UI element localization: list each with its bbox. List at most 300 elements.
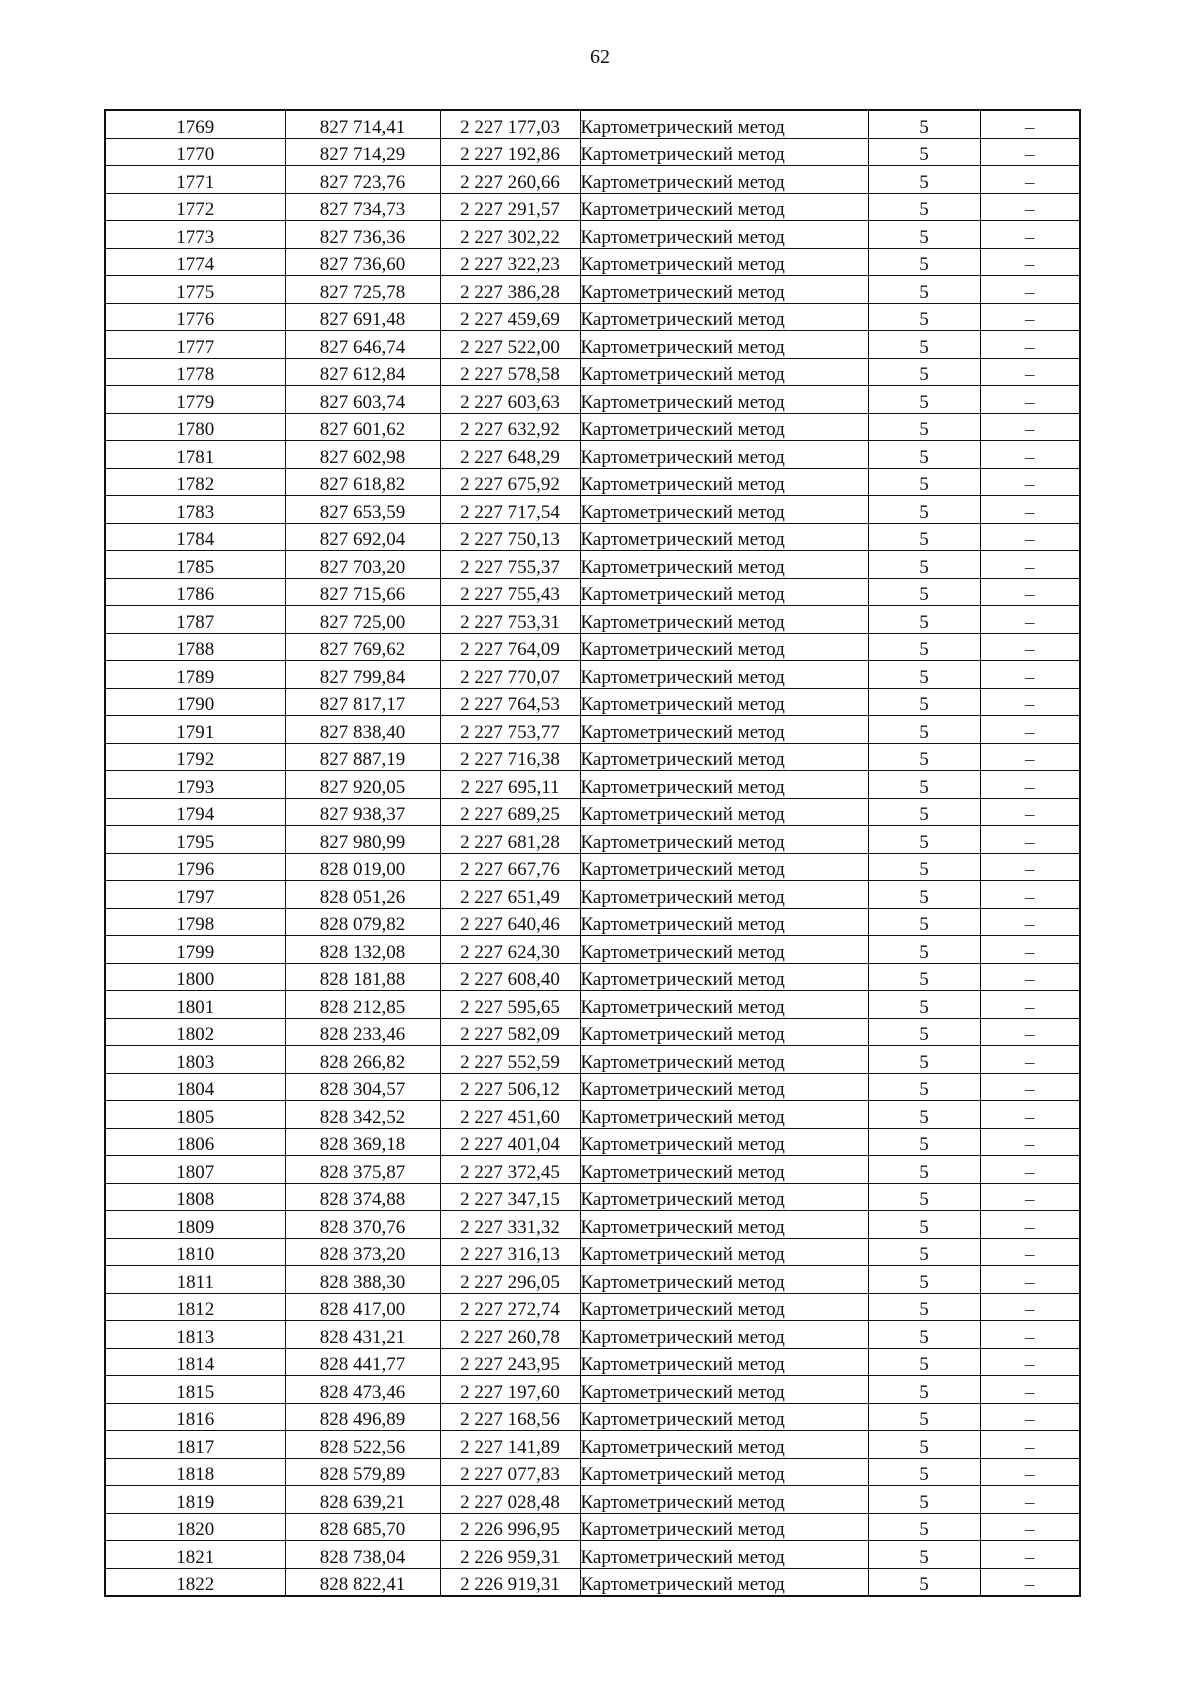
table-row: [105, 771, 1080, 799]
point-number-cell: 1792: [105, 743, 285, 771]
description-cell: –: [980, 386, 1080, 414]
accuracy-cell: 5: [868, 413, 980, 441]
accuracy-cell: 5: [868, 248, 980, 276]
point-number-cell: 1796: [105, 853, 285, 881]
point-number-cell: 1818: [105, 1458, 285, 1486]
x-coordinate-cell: 827 736,36: [285, 221, 440, 249]
table-row: [105, 138, 1080, 166]
description-cell: –: [980, 523, 1080, 551]
table-row: [105, 1266, 1080, 1294]
y-coordinate-cell: 2 227 296,05: [440, 1266, 580, 1294]
y-coordinate-cell: 2 227 753,31: [440, 606, 580, 634]
method-cell: Картометрический метод: [580, 826, 868, 854]
x-coordinate-cell: 828 342,52: [285, 1101, 440, 1129]
y-coordinate-cell: 2 227 717,54: [440, 496, 580, 524]
y-coordinate-cell: 2 227 755,43: [440, 578, 580, 606]
table-row: [105, 248, 1080, 276]
y-coordinate-cell: 2 227 451,60: [440, 1101, 580, 1129]
y-coordinate-cell: 2 227 459,69: [440, 303, 580, 331]
accuracy-cell: 5: [868, 496, 980, 524]
description-cell: –: [980, 1293, 1080, 1321]
accuracy-cell: 5: [868, 661, 980, 689]
description-cell: –: [980, 110, 1080, 138]
description-cell: –: [980, 1321, 1080, 1349]
x-coordinate-cell: 827 691,48: [285, 303, 440, 331]
table-row: [105, 853, 1080, 881]
method-cell: Картометрический метод: [580, 1018, 868, 1046]
x-coordinate-cell: 828 370,76: [285, 1211, 440, 1239]
x-coordinate-cell: 828 417,00: [285, 1293, 440, 1321]
x-coordinate-cell: 828 685,70: [285, 1513, 440, 1541]
description-cell: –: [980, 1046, 1080, 1074]
accuracy-cell: 5: [868, 193, 980, 221]
table-row: [105, 936, 1080, 964]
point-number-cell: 1788: [105, 633, 285, 661]
y-coordinate-cell: 2 227 401,04: [440, 1128, 580, 1156]
accuracy-cell: 5: [868, 221, 980, 249]
table-row: [105, 1376, 1080, 1404]
point-number-cell: 1800: [105, 963, 285, 991]
table-row: [105, 743, 1080, 771]
x-coordinate-cell: 828 233,46: [285, 1018, 440, 1046]
x-coordinate-cell: 827 838,40: [285, 716, 440, 744]
page-number: 62: [590, 46, 610, 68]
method-cell: Картометрический метод: [580, 798, 868, 826]
description-cell: –: [980, 1513, 1080, 1541]
accuracy-cell: 5: [868, 1513, 980, 1541]
accuracy-cell: 5: [868, 606, 980, 634]
x-coordinate-cell: 827 603,74: [285, 386, 440, 414]
method-cell: Картометрический метод: [580, 413, 868, 441]
y-coordinate-cell: 2 227 770,07: [440, 661, 580, 689]
point-number-cell: 1775: [105, 276, 285, 304]
description-cell: –: [980, 1486, 1080, 1514]
point-number-cell: 1813: [105, 1321, 285, 1349]
point-number-cell: 1805: [105, 1101, 285, 1129]
accuracy-cell: 5: [868, 468, 980, 496]
accuracy-cell: 5: [868, 331, 980, 359]
point-number-cell: 1778: [105, 358, 285, 386]
table-row: [105, 908, 1080, 936]
table-row: [105, 523, 1080, 551]
x-coordinate-cell: 827 725,78: [285, 276, 440, 304]
method-cell: Картометрический метод: [580, 358, 868, 386]
accuracy-cell: 5: [868, 1403, 980, 1431]
y-coordinate-cell: 2 227 651,49: [440, 881, 580, 909]
table-row: [105, 1211, 1080, 1239]
x-coordinate-cell: 827 769,62: [285, 633, 440, 661]
accuracy-cell: 5: [868, 1156, 980, 1184]
y-coordinate-cell: 2 227 372,45: [440, 1156, 580, 1184]
x-coordinate-cell: 827 692,04: [285, 523, 440, 551]
point-number-cell: 1782: [105, 468, 285, 496]
x-coordinate-cell: 827 799,84: [285, 661, 440, 689]
method-cell: Картометрический метод: [580, 1073, 868, 1101]
table-row: [105, 1018, 1080, 1046]
point-number-cell: 1772: [105, 193, 285, 221]
point-number-cell: 1781: [105, 441, 285, 469]
point-number-cell: 1817: [105, 1431, 285, 1459]
point-number-cell: 1783: [105, 496, 285, 524]
method-cell: Картометрический метод: [580, 1458, 868, 1486]
method-cell: Картометрический метод: [580, 523, 868, 551]
x-coordinate-cell: 828 431,21: [285, 1321, 440, 1349]
accuracy-cell: 5: [868, 936, 980, 964]
accuracy-cell: 5: [868, 1321, 980, 1349]
x-coordinate-cell: 827 646,74: [285, 331, 440, 359]
method-cell: Картометрический метод: [580, 496, 868, 524]
accuracy-cell: 5: [868, 743, 980, 771]
method-cell: Картометрический метод: [580, 1156, 868, 1184]
x-coordinate-cell: 828 579,89: [285, 1458, 440, 1486]
x-coordinate-cell: 828 522,56: [285, 1431, 440, 1459]
y-coordinate-cell: 2 227 750,13: [440, 523, 580, 551]
accuracy-cell: 5: [868, 688, 980, 716]
y-coordinate-cell: 2 227 322,23: [440, 248, 580, 276]
table-row: [105, 496, 1080, 524]
table-row: [105, 1128, 1080, 1156]
accuracy-cell: 5: [868, 1238, 980, 1266]
y-coordinate-cell: 2 227 331,32: [440, 1211, 580, 1239]
y-coordinate-cell: 2 227 386,28: [440, 276, 580, 304]
method-cell: Картометрический метод: [580, 1541, 868, 1569]
table-row: [105, 551, 1080, 579]
table-row: [105, 1568, 1080, 1596]
x-coordinate-cell: 828 051,26: [285, 881, 440, 909]
method-cell: Картометрический метод: [580, 1266, 868, 1294]
accuracy-cell: 5: [868, 1458, 980, 1486]
description-cell: –: [980, 963, 1080, 991]
point-number-cell: 1812: [105, 1293, 285, 1321]
point-number-cell: 1773: [105, 221, 285, 249]
x-coordinate-cell: 828 441,77: [285, 1348, 440, 1376]
description-cell: –: [980, 1183, 1080, 1211]
point-number-cell: 1774: [105, 248, 285, 276]
accuracy-cell: 5: [868, 1431, 980, 1459]
description-cell: –: [980, 716, 1080, 744]
accuracy-cell: 5: [868, 1486, 980, 1514]
x-coordinate-cell: 827 612,84: [285, 358, 440, 386]
description-cell: –: [980, 798, 1080, 826]
accuracy-cell: 5: [868, 771, 980, 799]
accuracy-cell: 5: [868, 798, 980, 826]
description-cell: –: [980, 1156, 1080, 1184]
point-number-cell: 1803: [105, 1046, 285, 1074]
method-cell: Картометрический метод: [580, 633, 868, 661]
table-row: [105, 221, 1080, 249]
table-row: [105, 991, 1080, 1019]
table-row: [105, 413, 1080, 441]
y-coordinate-cell: 2 227 347,15: [440, 1183, 580, 1211]
y-coordinate-cell: 2 227 291,57: [440, 193, 580, 221]
method-cell: Картометрический метод: [580, 743, 868, 771]
description-cell: –: [980, 248, 1080, 276]
description-cell: –: [980, 1568, 1080, 1596]
x-coordinate-cell: 828 375,87: [285, 1156, 440, 1184]
table-row: [105, 1458, 1080, 1486]
method-cell: Картометрический метод: [580, 1376, 868, 1404]
accuracy-cell: 5: [868, 1101, 980, 1129]
point-number-cell: 1770: [105, 138, 285, 166]
accuracy-cell: 5: [868, 578, 980, 606]
table-row: [105, 441, 1080, 469]
x-coordinate-cell: 828 304,57: [285, 1073, 440, 1101]
point-number-cell: 1780: [105, 413, 285, 441]
accuracy-cell: 5: [868, 881, 980, 909]
point-number-cell: 1802: [105, 1018, 285, 1046]
description-cell: –: [980, 303, 1080, 331]
table-row: [105, 193, 1080, 221]
method-cell: Картометрический метод: [580, 578, 868, 606]
table-row: [105, 1403, 1080, 1431]
x-coordinate-cell: 828 822,41: [285, 1568, 440, 1596]
method-cell: Картометрический метод: [580, 110, 868, 138]
y-coordinate-cell: 2 227 753,77: [440, 716, 580, 744]
point-number-cell: 1795: [105, 826, 285, 854]
method-cell: Картометрический метод: [580, 276, 868, 304]
coordinates-table-body: [105, 110, 1080, 1596]
method-cell: Картометрический метод: [580, 441, 868, 469]
table-row: [105, 716, 1080, 744]
y-coordinate-cell: 2 227 675,92: [440, 468, 580, 496]
method-cell: Картометрический метод: [580, 881, 868, 909]
point-number-cell: 1793: [105, 771, 285, 799]
y-coordinate-cell: 2 227 755,37: [440, 551, 580, 579]
description-cell: –: [980, 578, 1080, 606]
description-cell: –: [980, 661, 1080, 689]
table-row: [105, 468, 1080, 496]
x-coordinate-cell: 828 374,88: [285, 1183, 440, 1211]
method-cell: Картометрический метод: [580, 1238, 868, 1266]
method-cell: Картометрический метод: [580, 1211, 868, 1239]
description-cell: –: [980, 688, 1080, 716]
y-coordinate-cell: 2 226 959,31: [440, 1541, 580, 1569]
x-coordinate-cell: 827 703,20: [285, 551, 440, 579]
y-coordinate-cell: 2 227 272,74: [440, 1293, 580, 1321]
point-number-cell: 1784: [105, 523, 285, 551]
accuracy-cell: 5: [868, 276, 980, 304]
table-row: [105, 578, 1080, 606]
description-cell: –: [980, 1376, 1080, 1404]
y-coordinate-cell: 2 227 582,09: [440, 1018, 580, 1046]
method-cell: Картометрический метод: [580, 331, 868, 359]
x-coordinate-cell: 828 369,18: [285, 1128, 440, 1156]
accuracy-cell: 5: [868, 1348, 980, 1376]
method-cell: Картометрический метод: [580, 221, 868, 249]
y-coordinate-cell: 2 227 192,86: [440, 138, 580, 166]
description-cell: –: [980, 771, 1080, 799]
table-row: [105, 1486, 1080, 1514]
method-cell: Картометрический метод: [580, 551, 868, 579]
x-coordinate-cell: 827 734,73: [285, 193, 440, 221]
x-coordinate-cell: 828 496,89: [285, 1403, 440, 1431]
method-cell: Картометрический метод: [580, 606, 868, 634]
y-coordinate-cell: 2 227 506,12: [440, 1073, 580, 1101]
description-cell: –: [980, 1128, 1080, 1156]
description-cell: –: [980, 413, 1080, 441]
y-coordinate-cell: 2 227 681,28: [440, 826, 580, 854]
description-cell: –: [980, 606, 1080, 634]
table-row: [105, 386, 1080, 414]
x-coordinate-cell: 828 738,04: [285, 1541, 440, 1569]
method-cell: Картометрический метод: [580, 1513, 868, 1541]
y-coordinate-cell: 2 227 608,40: [440, 963, 580, 991]
description-cell: –: [980, 1018, 1080, 1046]
x-coordinate-cell: 827 736,60: [285, 248, 440, 276]
table-row: [105, 633, 1080, 661]
y-coordinate-cell: 2 227 028,48: [440, 1486, 580, 1514]
y-coordinate-cell: 2 227 716,38: [440, 743, 580, 771]
method-cell: Картометрический метод: [580, 386, 868, 414]
method-cell: Картометрический метод: [580, 166, 868, 194]
x-coordinate-cell: 827 715,66: [285, 578, 440, 606]
point-number-cell: 1798: [105, 908, 285, 936]
point-number-cell: 1779: [105, 386, 285, 414]
point-number-cell: 1810: [105, 1238, 285, 1266]
point-number-cell: 1801: [105, 991, 285, 1019]
description-cell: –: [980, 551, 1080, 579]
x-coordinate-cell: 828 181,88: [285, 963, 440, 991]
method-cell: Картометрический метод: [580, 138, 868, 166]
table-row: [105, 1348, 1080, 1376]
x-coordinate-cell: 828 373,20: [285, 1238, 440, 1266]
method-cell: Картометрический метод: [580, 716, 868, 744]
x-coordinate-cell: 827 938,37: [285, 798, 440, 826]
description-cell: –: [980, 331, 1080, 359]
description-cell: –: [980, 166, 1080, 194]
x-coordinate-cell: 827 887,19: [285, 743, 440, 771]
y-coordinate-cell: 2 227 648,29: [440, 441, 580, 469]
point-number-cell: 1786: [105, 578, 285, 606]
method-cell: Картометрический метод: [580, 853, 868, 881]
point-number-cell: 1816: [105, 1403, 285, 1431]
x-coordinate-cell: 828 388,30: [285, 1266, 440, 1294]
table-row: [105, 826, 1080, 854]
description-cell: –: [980, 496, 1080, 524]
y-coordinate-cell: 2 227 695,11: [440, 771, 580, 799]
table-row: [105, 276, 1080, 304]
point-number-cell: 1771: [105, 166, 285, 194]
method-cell: Картометрический метод: [580, 193, 868, 221]
y-coordinate-cell: 2 227 603,63: [440, 386, 580, 414]
point-number-cell: 1769: [105, 110, 285, 138]
y-coordinate-cell: 2 227 260,78: [440, 1321, 580, 1349]
accuracy-cell: 5: [868, 1183, 980, 1211]
y-coordinate-cell: 2 227 077,83: [440, 1458, 580, 1486]
method-cell: Картометрический метод: [580, 991, 868, 1019]
x-coordinate-cell: 827 980,99: [285, 826, 440, 854]
point-number-cell: 1776: [105, 303, 285, 331]
description-cell: –: [980, 908, 1080, 936]
table-row: [105, 166, 1080, 194]
coordinates-table: [104, 109, 1081, 1597]
table-row: [105, 661, 1080, 689]
description-cell: –: [980, 138, 1080, 166]
description-cell: –: [980, 936, 1080, 964]
method-cell: Картометрический метод: [580, 1128, 868, 1156]
table-row: [105, 688, 1080, 716]
x-coordinate-cell: 827 714,29: [285, 138, 440, 166]
point-number-cell: 1787: [105, 606, 285, 634]
table-row: [105, 1046, 1080, 1074]
y-coordinate-cell: 2 227 764,53: [440, 688, 580, 716]
table-row: [105, 606, 1080, 634]
x-coordinate-cell: 827 725,00: [285, 606, 440, 634]
y-coordinate-cell: 2 226 996,95: [440, 1513, 580, 1541]
y-coordinate-cell: 2 227 141,89: [440, 1431, 580, 1459]
point-number-cell: 1809: [105, 1211, 285, 1239]
table-row: [105, 303, 1080, 331]
y-coordinate-cell: 2 226 919,31: [440, 1568, 580, 1596]
accuracy-cell: 5: [868, 523, 980, 551]
description-cell: –: [980, 276, 1080, 304]
accuracy-cell: 5: [868, 551, 980, 579]
x-coordinate-cell: 827 920,05: [285, 771, 440, 799]
y-coordinate-cell: 2 227 260,66: [440, 166, 580, 194]
accuracy-cell: 5: [868, 386, 980, 414]
table-row: [105, 110, 1080, 138]
point-number-cell: 1794: [105, 798, 285, 826]
accuracy-cell: 5: [868, 1073, 980, 1101]
method-cell: Картометрический метод: [580, 468, 868, 496]
x-coordinate-cell: 827 653,59: [285, 496, 440, 524]
accuracy-cell: 5: [868, 1293, 980, 1321]
description-cell: –: [980, 881, 1080, 909]
table-row: [105, 1183, 1080, 1211]
point-number-cell: 1807: [105, 1156, 285, 1184]
accuracy-cell: 5: [868, 716, 980, 744]
description-cell: –: [980, 358, 1080, 386]
y-coordinate-cell: 2 227 764,09: [440, 633, 580, 661]
point-number-cell: 1821: [105, 1541, 285, 1569]
method-cell: Картометрический метод: [580, 1101, 868, 1129]
description-cell: –: [980, 633, 1080, 661]
description-cell: –: [980, 468, 1080, 496]
y-coordinate-cell: 2 227 316,13: [440, 1238, 580, 1266]
method-cell: Картометрический метод: [580, 1348, 868, 1376]
accuracy-cell: 5: [868, 1018, 980, 1046]
method-cell: Картометрический метод: [580, 1486, 868, 1514]
table-row: [105, 1156, 1080, 1184]
point-number-cell: 1815: [105, 1376, 285, 1404]
x-coordinate-cell: 827 723,76: [285, 166, 440, 194]
y-coordinate-cell: 2 227 197,60: [440, 1376, 580, 1404]
x-coordinate-cell: 828 266,82: [285, 1046, 440, 1074]
x-coordinate-cell: 828 473,46: [285, 1376, 440, 1404]
accuracy-cell: 5: [868, 1128, 980, 1156]
description-cell: –: [980, 1458, 1080, 1486]
description-cell: –: [980, 1403, 1080, 1431]
y-coordinate-cell: 2 227 578,58: [440, 358, 580, 386]
method-cell: Картометрический метод: [580, 661, 868, 689]
table-row: [105, 1541, 1080, 1569]
point-number-cell: 1814: [105, 1348, 285, 1376]
accuracy-cell: 5: [868, 1211, 980, 1239]
method-cell: Картометрический метод: [580, 248, 868, 276]
accuracy-cell: 5: [868, 441, 980, 469]
y-coordinate-cell: 2 227 177,03: [440, 110, 580, 138]
accuracy-cell: 5: [868, 991, 980, 1019]
table-row: [105, 1321, 1080, 1349]
accuracy-cell: 5: [868, 303, 980, 331]
method-cell: Картометрический метод: [580, 771, 868, 799]
table-row: [105, 963, 1080, 991]
point-number-cell: 1790: [105, 688, 285, 716]
point-number-cell: 1806: [105, 1128, 285, 1156]
point-number-cell: 1797: [105, 881, 285, 909]
method-cell: Картометрический метод: [580, 936, 868, 964]
x-coordinate-cell: 827 817,17: [285, 688, 440, 716]
